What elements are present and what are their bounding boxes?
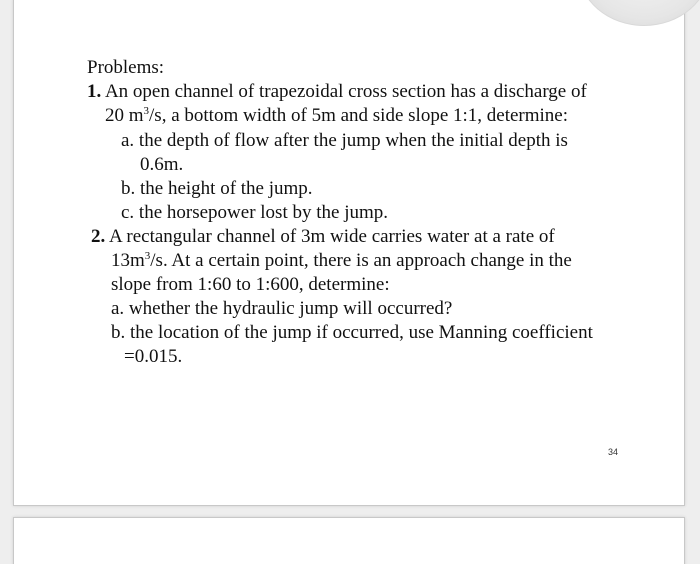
page-number: 34 bbox=[608, 447, 619, 457]
problem-1-line-1 bbox=[87, 80, 587, 105]
problem-2-line-2 bbox=[111, 249, 572, 274]
problem-1a-line-1: a. the depth of flow after the jump when the initial depth is bbox=[121, 130, 568, 151]
problem-2a: a. whether the hydraulic jump will occurred? bbox=[111, 298, 453, 319]
document-page bbox=[13, 0, 685, 506]
problem-2-rate-value: 13m bbox=[111, 250, 145, 271]
problem-1-number: 1. bbox=[87, 81, 102, 102]
problems-heading: Problems: bbox=[87, 57, 165, 78]
problem-2b-line-1: b. the location of the jump if occurred, use Manning coefficient bbox=[111, 322, 593, 343]
problem-2-text-2: /s. At a certain point, there is an approach change in the bbox=[150, 250, 572, 271]
problem-1-text-1: An open channel of trapezoidal cross section has a discharge of bbox=[104, 81, 587, 102]
problem-2-line-1 bbox=[91, 225, 555, 250]
problem-1c: c. the horsepower lost by the jump. bbox=[121, 202, 389, 223]
problem-1a-line-2: 0.6m. bbox=[140, 154, 184, 175]
problem-1b: b. the height of the jump. bbox=[121, 178, 313, 199]
problem-1-superscript: 3 bbox=[143, 105, 150, 117]
problem-1-text-2: /s, a bottom width of 5m and side slope 1:1, determine: bbox=[149, 105, 569, 126]
problem-1-discharge-value: 20 m bbox=[105, 105, 144, 126]
problem-1-line-2 bbox=[105, 104, 568, 129]
next-document-page bbox=[13, 517, 685, 564]
problem-2-number: 2. bbox=[91, 226, 106, 247]
problem-2b-line-2: =0.015. bbox=[124, 346, 183, 367]
problem-2-superscript: 3 bbox=[144, 250, 151, 262]
problem-2-text-1: A rectangular channel of 3m wide carries water at a rate of bbox=[108, 226, 555, 247]
problem-2-line-3: slope from 1:60 to 1:600, determine: bbox=[111, 274, 390, 295]
